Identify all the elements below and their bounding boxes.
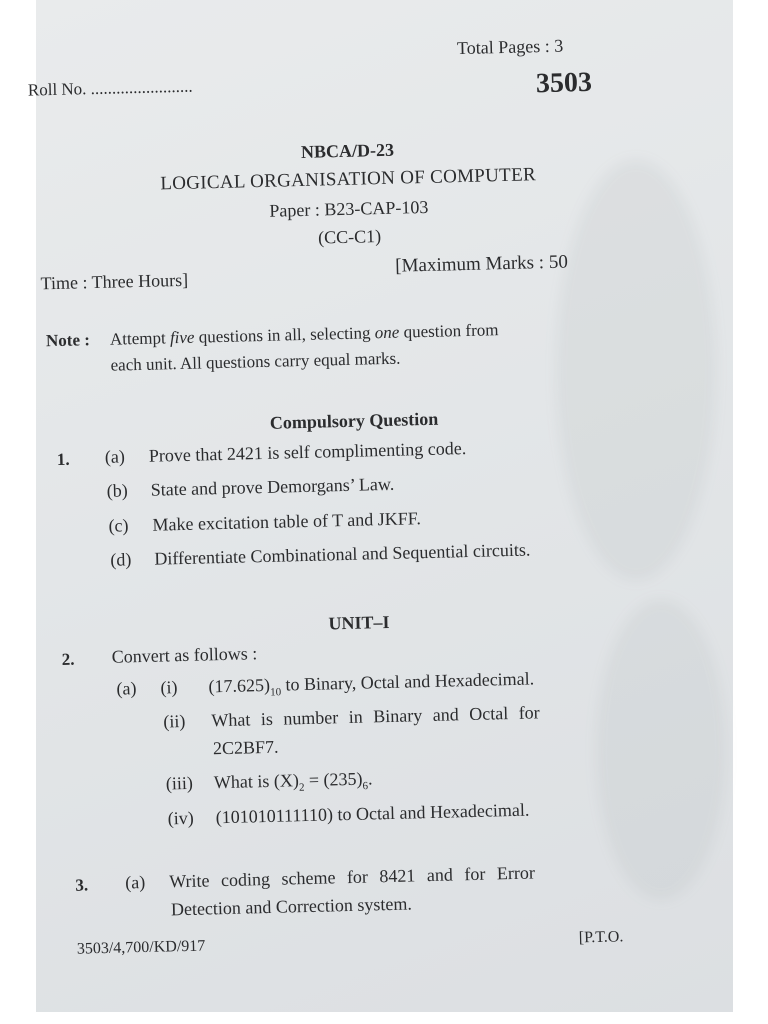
item-text-mid: = (235) bbox=[304, 768, 363, 791]
part-label: (d) bbox=[110, 549, 132, 570]
time-allowed: Time : Three Hours] bbox=[40, 269, 189, 294]
q2-part-a-ii bbox=[163, 702, 540, 732]
maximum-marks: [Maximum Marks : 50 bbox=[395, 251, 569, 277]
total-pages: Total Pages : 3 bbox=[456, 35, 564, 59]
note-five: five bbox=[169, 327, 195, 348]
note-label: Note : bbox=[45, 330, 91, 351]
subject-title: LOGICAL ORGANISATION OF COMPUTER bbox=[160, 164, 537, 195]
base-subscript: 2 bbox=[298, 781, 305, 794]
q2-part-a-i bbox=[116, 668, 534, 702]
q3-line-2: Detection and Correction system. bbox=[170, 893, 413, 920]
unit-1-heading: UNIT–I bbox=[328, 611, 390, 634]
please-turn-over: [P.T.O. bbox=[578, 928, 624, 947]
roll-label: Roll No. bbox=[27, 79, 87, 100]
q2-intro: Convert as follows : bbox=[111, 643, 258, 667]
question-2-number: 2. bbox=[61, 649, 75, 669]
q1-part-a bbox=[105, 438, 467, 468]
compulsory-heading: Compulsory Question bbox=[269, 408, 439, 433]
part-text: State and prove Demorgans’ Law. bbox=[150, 473, 395, 500]
q1-part-c bbox=[108, 508, 421, 537]
footer-code: 3503/4,700/KD/917 bbox=[76, 937, 206, 958]
q2-part-a-ii-cont: 2C2BF7. bbox=[212, 736, 279, 759]
part-label: (a) bbox=[116, 678, 137, 699]
paper-content bbox=[24, 0, 746, 1020]
exam-paper bbox=[27, 0, 733, 1012]
paper-number: 3503 bbox=[535, 66, 593, 100]
item-label: (ii) bbox=[163, 710, 186, 732]
note-text-2: questions in all, selecting bbox=[194, 323, 376, 347]
item-text: (17.625) bbox=[208, 674, 271, 697]
part-label: (c) bbox=[108, 515, 129, 536]
course-code: (CC-C1) bbox=[317, 226, 382, 248]
part-label: (b) bbox=[106, 480, 128, 501]
item-label: (iv) bbox=[167, 807, 194, 829]
item-text: (101010111110) to Octal and Hexadecimal. bbox=[215, 799, 530, 828]
item-text-tail: . bbox=[367, 768, 373, 789]
q2-part-a-iii bbox=[166, 768, 373, 797]
base-subscript-2: 6 bbox=[362, 780, 369, 793]
item-text-tail: to Binary, Octal and Hexadecimal. bbox=[280, 668, 535, 695]
note-text-1: Attempt bbox=[109, 328, 171, 349]
exam-code: NBCA/D-23 bbox=[300, 139, 395, 162]
item-text: What is number in Binary and Octal for bbox=[211, 702, 540, 731]
part-text: Differentiate Combinational and Sequential circuits. bbox=[154, 539, 531, 569]
instructions-note bbox=[46, 314, 627, 380]
note-line-2: each unit. All questions carry equal marks. bbox=[110, 348, 401, 375]
item-label: (i) bbox=[160, 677, 178, 698]
q3-line-1: Write coding scheme for 8421 and for Error bbox=[169, 862, 536, 892]
q3-part-a bbox=[125, 862, 535, 893]
note-text-3: question from bbox=[399, 320, 499, 342]
q1-part-d bbox=[110, 539, 530, 570]
roll-number-field bbox=[28, 77, 193, 101]
part-text: Make excitation table of T and JKFF. bbox=[152, 508, 422, 535]
part-label: (a) bbox=[104, 446, 126, 467]
note-one: one bbox=[374, 322, 400, 343]
question-1-number: 1. bbox=[56, 449, 70, 470]
roll-dots: ........................ bbox=[90, 76, 193, 99]
question-3-number: 3. bbox=[75, 875, 89, 895]
item-label: (iii) bbox=[165, 772, 194, 794]
q1-part-b bbox=[106, 474, 394, 502]
part-label: (a) bbox=[125, 871, 146, 893]
base-subscript: 10 bbox=[270, 686, 282, 699]
note-body bbox=[46, 314, 627, 380]
part-text: Prove that 2421 is self complimenting code. bbox=[148, 438, 467, 466]
item-text: What is (X) bbox=[213, 770, 300, 793]
q2-part-a-iv bbox=[167, 800, 529, 830]
paper-code: Paper : B23-CAP-103 bbox=[269, 196, 429, 221]
